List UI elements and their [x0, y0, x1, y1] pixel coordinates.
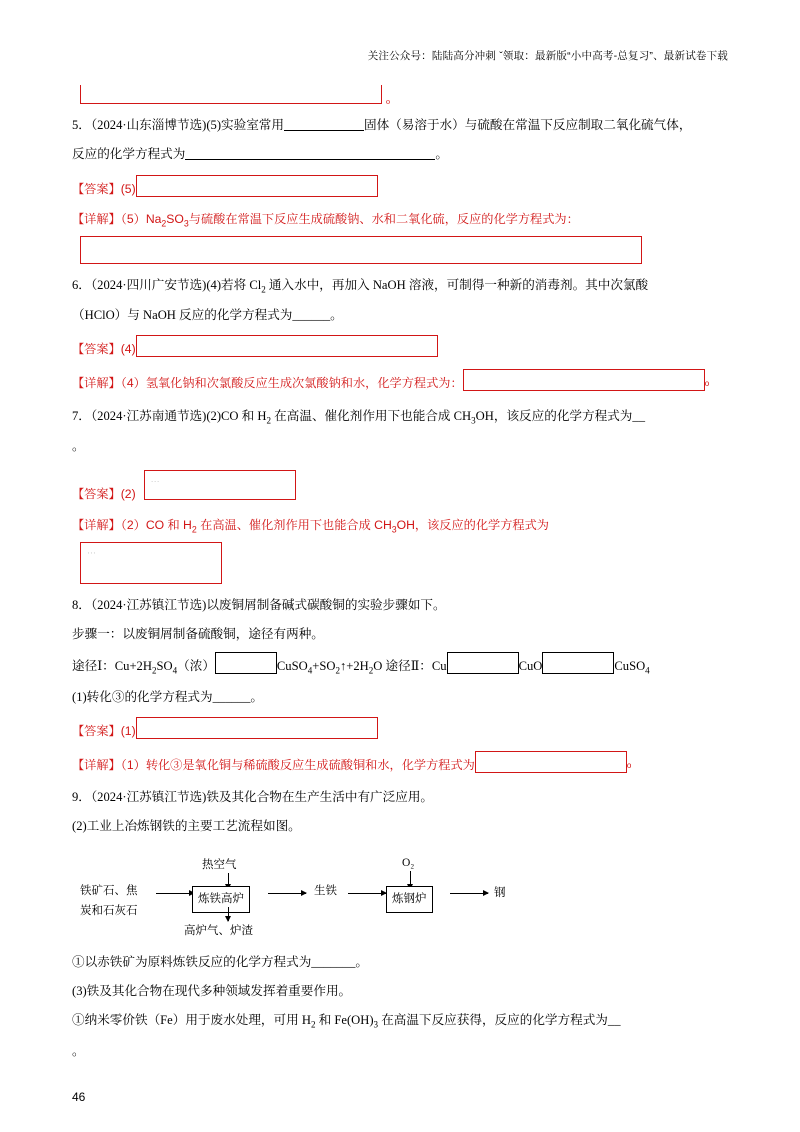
question-6-stem-cont: （HClO）与 NaOH 反应的化学方程式为______。: [72, 308, 343, 323]
question-6-stem: 6．（2024·四川广安节选)(4)若将 $Cl_2$ 通入水中，再加入 NaOH 溶液，可制得一种新的消毒剂。其中次氯酸: [72, 277, 649, 295]
question-9-sub3: [72, 980, 728, 1003]
question-9-stem-a: （2024·江苏镇江节选)铁及其化合物在生产生活中有广泛应用。: [90, 790, 434, 805]
question-6-number: 6．: [72, 277, 91, 292]
page-header: 关注公众号：陆陆高分冲刺 ˇ领取：最新版“小中高考-总复习”、最新试卷下载: [367, 50, 728, 62]
question-8-step1: 步骤一：以废铜屑制备硫酸铜，途径有两种。: [72, 627, 324, 642]
answer-formula-box-6: [136, 335, 438, 357]
blank-q5-2: [185, 146, 435, 160]
question-9-number: 9．: [72, 790, 91, 805]
question-5-stem-cont: [72, 143, 728, 166]
flow-box-blast-furnace: 炼铁高炉: [192, 886, 250, 913]
detail-num-7: （2）: [120, 518, 146, 533]
question-9-sub2: [72, 815, 728, 838]
answer-num-5: (5): [120, 181, 136, 196]
question-9-sub2-1: [72, 951, 728, 974]
detail-formula-box-7: [80, 542, 222, 584]
detail-dot-6: o: [704, 378, 710, 388]
question-8-stem: [72, 594, 728, 617]
answer-label-5: 【答案】: [72, 181, 121, 196]
question-8-sub1-text: (1)转化③的化学方程式为______。: [72, 689, 263, 704]
answer-num-8: (1): [120, 724, 136, 738]
detail-num-8: （1）: [120, 757, 146, 772]
answer-label-7: 【答案】: [72, 487, 121, 502]
flow-arrow-2: [268, 893, 306, 894]
answer-label-6: 【答案】: [72, 342, 121, 357]
question-5-number: 5．: [72, 118, 91, 132]
question-7-answer: [72, 466, 728, 506]
flow-hot-air-label: 热空气: [202, 858, 237, 871]
question-5-stem-d: 。: [435, 147, 448, 162]
detail-label-6: 【详解】: [72, 375, 121, 390]
detail-formula-box-8: [475, 751, 627, 773]
blank-q5-1: [284, 117, 364, 131]
detail-num-6: （4）: [120, 375, 146, 390]
question-9-stem: [72, 786, 728, 809]
detail-text-8: 转化③是氧化铜与稀硫酸反应生成硫酸铜和水，化学方程式为: [145, 757, 475, 772]
question-6-answer: [72, 335, 728, 361]
question-8-stem-a: （2024·江苏镇江节选)以废铜屑制备碱式碳酸铜的实验步骤如下。: [90, 597, 446, 612]
flow-input-label-line1: 铁矿石、焦: [80, 884, 138, 897]
question-7-stem-b: 。: [72, 438, 85, 453]
answer-num-7: (2): [120, 487, 136, 502]
question-7-detail: 【详解】（2）CO 和 $H_2$ 在高温、催化剂作用下也能合成 $CH_3OH$，该反应的化学方程式为: [72, 518, 549, 535]
question-9-sub3-text: (3)铁及其化合物在现代多种领域发挥着重要作用。: [72, 984, 352, 999]
answer-formula-box-7: [144, 470, 296, 500]
page-number: 46: [72, 1090, 86, 1104]
flow-pig-iron-label: 生铁: [314, 884, 337, 897]
detail-label-5: 【详解】: [72, 212, 121, 227]
previous-detail-box-fragment: [80, 85, 390, 106]
question-7-stem-cont: [72, 435, 728, 458]
detail-label-8: 【详解】: [72, 757, 121, 772]
detail-dot-8: o: [626, 760, 632, 770]
question-9-sub3-2-text: 。: [72, 1043, 85, 1058]
question-9-sub2-1-text: ①以赤铁矿为原料炼铁反应的化学方程式为_______。: [72, 954, 368, 969]
flow-arrow-3: [348, 893, 386, 894]
flow-arrow-slag: [228, 907, 229, 921]
question-9-sub3-2: [72, 1040, 728, 1063]
steel-making-flowchart: [72, 849, 728, 945]
flow-arrow-4: [450, 893, 488, 894]
question-8-routes: 途径Ⅰ：$Cu+2H_2SO_4$（浓） $CuSO_4+SO_2↑+2H_2O$ 途径Ⅱ：Cu CuO CuSO$_4$: [72, 652, 728, 679]
question-7-stem: 7．（2024·江苏南通节选)(2)CO 和 $H_2$ 在高温、催化剂作用下也能合成 $CH_3OH$，该反应的化学方程式为__: [72, 408, 645, 426]
question-8-sub1: [72, 686, 728, 709]
route2-condition-box-1: [447, 652, 519, 674]
question-7-number: 7．: [72, 408, 91, 423]
flow-box-steel-furnace: 炼钢炉: [386, 886, 433, 913]
question-9-sub3-1: ①纳米零价铁（Fe）用于废水处理，可用 $H_2$ 和 $Fe(OH)_3$ 在高温下反应获得，反应的化学方程式为__: [72, 1013, 621, 1030]
question-5-stem-b: 固体（易溶于水）与硫酸在常温下反应制取二氧化硫气体，: [363, 118, 692, 132]
detail-text-6: 氢氧化钠和次氯酸反应生成次氯酸钠和水，化学方程式为：: [145, 375, 463, 390]
answer-formula-box-8: [136, 717, 378, 739]
detail-label-7: 【详解】: [72, 518, 121, 533]
answer-label-8: 【答案】: [72, 724, 121, 738]
question-8-detail: [72, 751, 728, 777]
flow-input-label-line2: 炭和石灰石: [80, 904, 138, 917]
answer-num-6: (4): [120, 342, 136, 357]
detail-formula-box-5: [80, 236, 642, 264]
question-5-detail: 【详解】$(5)Na_2SO_3$与硫酸在常温下反应生成硫酸钠、水和二氧化硫，反应的化学方程式为：: [72, 212, 579, 229]
question-5-stem-a: （2024·山东淄博节选)(5)实验室常用: [90, 118, 284, 132]
question-9-sub2-text: (2)工业上冶炼钢铁的主要工艺流程如图。: [72, 819, 301, 834]
question-8-answer: [72, 717, 728, 743]
detail-formula-box-6: [463, 369, 705, 391]
detail-num-5: （5）: [120, 212, 146, 227]
box-dot: o: [386, 97, 390, 106]
question-6-detail: [72, 369, 728, 395]
document-body: [72, 114, 728, 1063]
route1-condition-box: [215, 652, 277, 674]
answer-formula-box-5: [136, 175, 378, 197]
flow-output-label: 钢: [494, 886, 506, 899]
route2-condition-box-2: [542, 652, 614, 674]
question-5-answer: [72, 175, 728, 201]
flow-arrow-1: [156, 893, 194, 894]
question-5-stem: [72, 114, 728, 137]
question-5-stem-c: 反应的化学方程式为: [72, 147, 186, 162]
flow-oxygen-label: O₂: [402, 856, 415, 869]
question-8-number: 8．: [72, 597, 91, 612]
flow-slag-label: 高炉气、炉渣: [184, 924, 253, 937]
